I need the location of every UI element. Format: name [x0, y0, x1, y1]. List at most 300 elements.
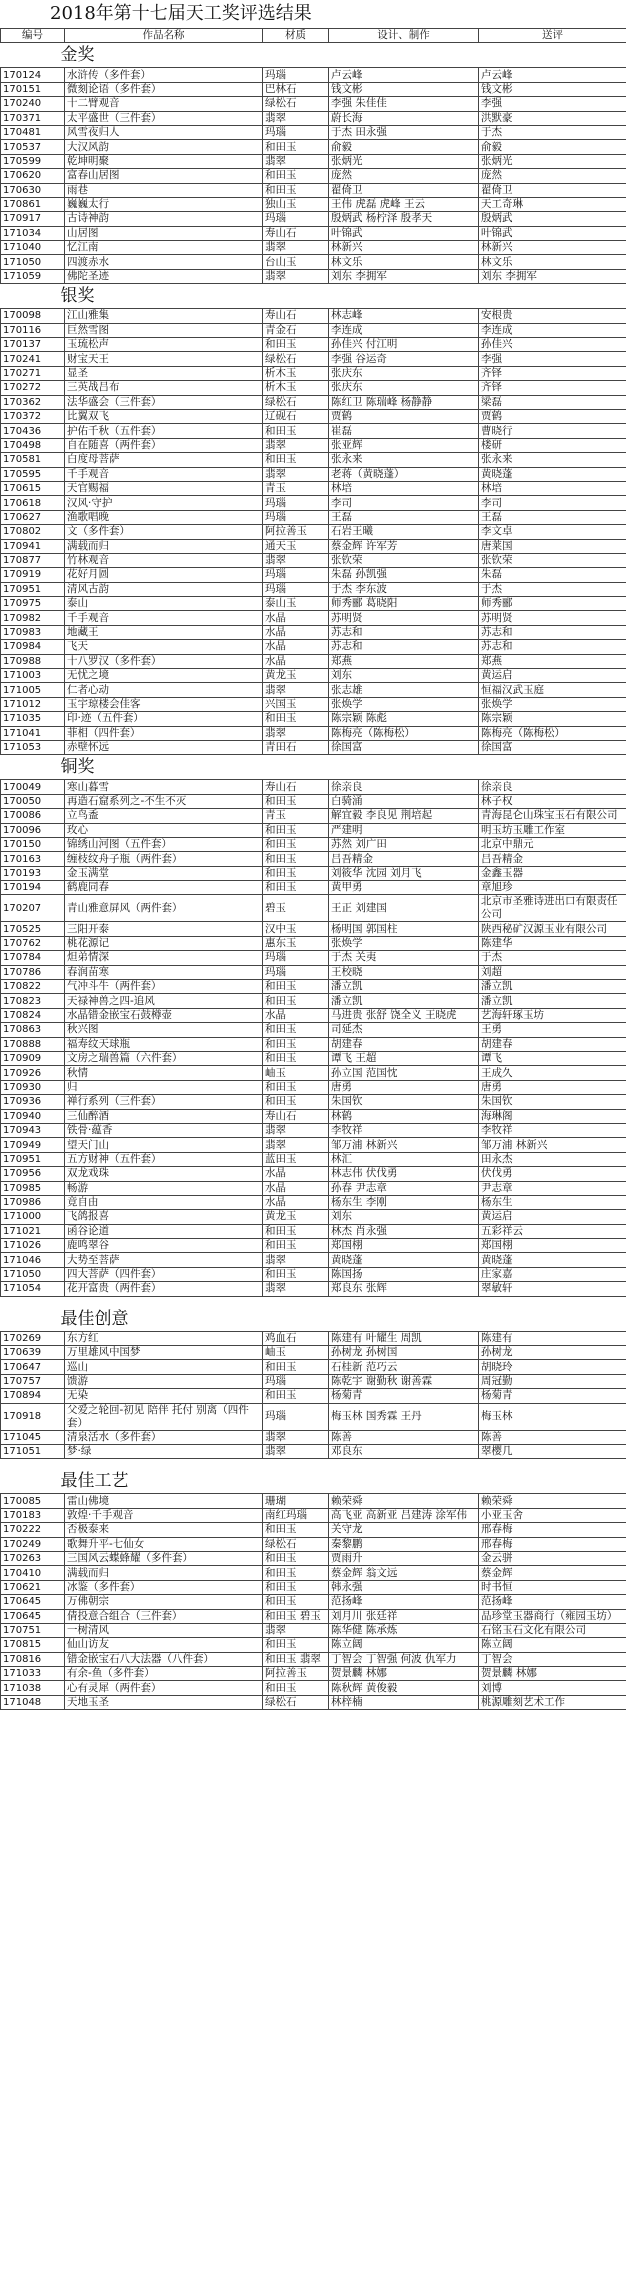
cell-name: 富春山居图 — [65, 169, 263, 183]
col-header-material: 材质 — [263, 29, 329, 43]
cell-material: 绿松石 — [263, 1537, 329, 1551]
cell-name: 菲相（四件套） — [65, 726, 263, 740]
cell-material: 水晶 — [263, 640, 329, 654]
cell-material: 和田玉 — [263, 1523, 329, 1537]
table-row — [1, 1023, 626, 1037]
cell-submitter: 李强 — [479, 352, 626, 366]
cell-submitter: 周冠勤 — [479, 1374, 626, 1388]
cell-name: 玉琉松声 — [65, 338, 263, 352]
cell-material: 和田玉 — [263, 1052, 329, 1066]
table-row — [1, 697, 626, 711]
cell-name: 一树清风 — [65, 1623, 263, 1637]
cell-designer: 严建明 — [329, 823, 479, 837]
cell-designer: 崔磊 — [329, 424, 479, 438]
table-row — [1, 582, 626, 596]
cell-material: 和田玉 碧玉 — [263, 1609, 329, 1623]
cell-designer: 殷炳武 杨柠泽 殷孝天 — [329, 212, 479, 226]
cell-submitter: 唐勇 — [479, 1080, 626, 1094]
cell-id: 170124 — [1, 68, 65, 82]
cell-id: 170816 — [1, 1652, 65, 1666]
cell-material: 鸡血石 — [263, 1331, 329, 1345]
cell-name: 飞鸽报喜 — [65, 1210, 263, 1224]
cell-designer: 刘东 — [329, 669, 479, 683]
cell-designer: 唐勇 — [329, 1080, 479, 1094]
cell-name: 铁骨·蕴香 — [65, 1123, 263, 1137]
cell-designer: 李司 — [329, 496, 479, 510]
cell-id: 171035 — [1, 712, 65, 726]
cell-submitter: 唐莱国 — [479, 539, 626, 553]
cell-name: 锦绣山河图（五件套） — [65, 837, 263, 851]
cell-submitter: 梅玉林 — [479, 1403, 626, 1430]
cell-submitter: 章旭珍 — [479, 881, 626, 895]
cell-name: 水晶错金嵌宝石鼓樽壶 — [65, 1008, 263, 1022]
cell-material: 玛瑙 — [263, 965, 329, 979]
cell-material: 泰山玉 — [263, 597, 329, 611]
cell-designer: 俞毅 — [329, 140, 479, 154]
cell-name: 比翼双飞 — [65, 409, 263, 423]
cell-name: 函谷论道 — [65, 1224, 263, 1238]
cell-designer: 于杰 田永强 — [329, 125, 479, 139]
cell-id: 170815 — [1, 1638, 65, 1652]
table-row — [1, 823, 626, 837]
cell-name: 寒山暮雪 — [65, 780, 263, 794]
cell-name: 金玉满堂 — [65, 866, 263, 880]
cell-id: 171045 — [1, 1430, 65, 1444]
cell-designer: 于杰 李东波 — [329, 582, 479, 596]
cell-id: 171003 — [1, 669, 65, 683]
cell-submitter: 孙树龙 — [479, 1346, 626, 1360]
cell-id: 170481 — [1, 125, 65, 139]
cell-id: 170951 — [1, 1152, 65, 1166]
cell-name: 鹿鸣翠谷 — [65, 1239, 263, 1253]
cell-name: 春润苗寒 — [65, 965, 263, 979]
section-title: 铜奖 — [60, 757, 95, 778]
table-row — [1, 1346, 626, 1360]
cell-material: 翡翠 — [263, 683, 329, 697]
cell-designer: 陈梅亮（陈梅松） — [329, 726, 479, 740]
cell-id: 170222 — [1, 1523, 65, 1537]
cell-material: 蓝田玉 — [263, 1152, 329, 1166]
cell-name: 大汉风韵 — [65, 140, 263, 154]
cell-submitter: 杨东生 — [479, 1195, 626, 1209]
table-row — [1, 352, 626, 366]
table-row — [1, 1210, 626, 1224]
cell-submitter: 苏志和 — [479, 625, 626, 639]
cell-id: 170863 — [1, 1023, 65, 1037]
cell-designer: 杨菊青 — [329, 1389, 479, 1403]
cell-designer: 张焕学 — [329, 697, 479, 711]
cell-submitter: 吕吾精金 — [479, 852, 626, 866]
cell-submitter: 洪默豪 — [479, 111, 626, 125]
table-row — [1, 740, 626, 754]
cell-material: 玛瑙 — [263, 125, 329, 139]
cell-designer: 黄甲勇 — [329, 881, 479, 895]
cell-material: 寿山石 — [263, 309, 329, 323]
table-row — [1, 467, 626, 481]
cell-material: 和田玉 — [263, 823, 329, 837]
cell-designer: 丁智会 丁智强 何波 仇军力 — [329, 1652, 479, 1666]
cell-material: 珊瑚 — [263, 1494, 329, 1508]
cell-material: 水晶 — [263, 1181, 329, 1195]
cell-id: 171005 — [1, 683, 65, 697]
table-row — [1, 1181, 626, 1195]
cell-submitter: 俞毅 — [479, 140, 626, 154]
table-row — [1, 1109, 626, 1123]
cell-name: 敦煌·千手观音 — [65, 1508, 263, 1522]
cell-name: 渔歌唱晚 — [65, 510, 263, 524]
cell-submitter: 张炳光 — [479, 154, 626, 168]
cell-name: 地藏王 — [65, 625, 263, 639]
table-row — [1, 1609, 626, 1623]
cell-designer: 刘东 李拥军 — [329, 269, 479, 283]
cell-name: 忆江南 — [65, 241, 263, 255]
cell-material: 玛瑙 — [263, 568, 329, 582]
cell-material: 和田玉 — [263, 1095, 329, 1109]
table-row — [1, 965, 626, 979]
cell-material: 翡翠 — [263, 241, 329, 255]
cell-submitter: 丁智会 — [479, 1652, 626, 1666]
cell-material: 绿松石 — [263, 352, 329, 366]
cell-submitter: 明玉坊玉雕工作室 — [479, 823, 626, 837]
cell-submitter: 时书恒 — [479, 1580, 626, 1594]
cell-name: 四大菩萨（四件套） — [65, 1267, 263, 1281]
cell-designer: 钱文彬 — [329, 82, 479, 96]
cell-name: 桃花源记 — [65, 936, 263, 950]
cell-material: 翡翠 — [263, 269, 329, 283]
cell-name: 玉宇琼楼会佳客 — [65, 697, 263, 711]
cell-material: 和田玉 — [263, 424, 329, 438]
cell-name: 心有灵犀（两件套） — [65, 1681, 263, 1695]
cell-material: 翡翠 — [263, 1253, 329, 1267]
cell-designer: 林新兴 — [329, 241, 479, 255]
cell-id: 170362 — [1, 395, 65, 409]
cell-material: 台山玉 — [263, 255, 329, 269]
cell-designer: 潘立凯 — [329, 980, 479, 994]
table-row — [1, 852, 626, 866]
cell-submitter: 尹志章 — [479, 1181, 626, 1195]
cell-material: 和田玉 — [263, 866, 329, 880]
cell-submitter: 陈建华 — [479, 936, 626, 950]
cell-material: 玛瑙 — [263, 510, 329, 524]
table-row — [1, 1638, 626, 1652]
cell-id: 170888 — [1, 1037, 65, 1051]
cell-name: 三英战吕布 — [65, 381, 263, 395]
cell-name: 馈游 — [65, 1374, 263, 1388]
cell-material: 汉中玉 — [263, 922, 329, 936]
cell-id: 170436 — [1, 424, 65, 438]
table-row — [1, 597, 626, 611]
cell-id: 170975 — [1, 597, 65, 611]
cell-designer: 郑燕 — [329, 654, 479, 668]
cell-designer: 司延杰 — [329, 1023, 479, 1037]
cell-name: 东方红 — [65, 1331, 263, 1345]
cell-designer: 高飞亚 高新亚 吕建涛 涂军伟 — [329, 1508, 479, 1522]
cell-submitter: 于杰 — [479, 125, 626, 139]
cell-material: 翡翠 — [263, 111, 329, 125]
cell-submitter: 陈宗颖 — [479, 712, 626, 726]
cell-designer: 张庆东 — [329, 366, 479, 380]
cell-submitter: 李司 — [479, 496, 626, 510]
cell-submitter: 朱国钦 — [479, 1095, 626, 1109]
cell-id: 170615 — [1, 481, 65, 495]
cell-id: 170086 — [1, 809, 65, 823]
cell-submitter: 李连成 — [479, 323, 626, 337]
cell-designer: 孙春 尹志章 — [329, 1181, 479, 1195]
cell-material: 和田玉 — [263, 453, 329, 467]
cell-designer: 林志峰 — [329, 309, 479, 323]
cell-designer: 张志雄 — [329, 683, 479, 697]
cell-material: 和田玉 — [263, 1239, 329, 1253]
cell-material: 玛瑙 — [263, 1374, 329, 1388]
table-row — [1, 381, 626, 395]
cell-material: 和田玉 — [263, 338, 329, 352]
section-title: 金奖 — [60, 45, 95, 66]
cell-id: 170271 — [1, 366, 65, 380]
cell-submitter: 艺海轩琢玉坊 — [479, 1008, 626, 1022]
cell-material: 玛瑙 — [263, 212, 329, 226]
cell-id: 170751 — [1, 1623, 65, 1637]
cell-id: 171033 — [1, 1667, 65, 1681]
table-row — [1, 553, 626, 567]
cell-id: 171050 — [1, 1267, 65, 1281]
cell-submitter: 林培 — [479, 481, 626, 495]
cell-name: 大势至菩萨 — [65, 1253, 263, 1267]
cell-designer: 刘筱华 沈园 刘月飞 — [329, 866, 479, 880]
cell-material: 水晶 — [263, 625, 329, 639]
cell-submitter: 李牧祥 — [479, 1123, 626, 1137]
col-header-id: 编号 — [1, 29, 65, 43]
cell-name: 归 — [65, 1080, 263, 1094]
section-heading — [1, 284, 626, 309]
cell-submitter: 桃源雕刻艺术工作 — [479, 1695, 626, 1709]
table-row — [1, 1508, 626, 1522]
cell-name: 鹤鹿同春 — [65, 881, 263, 895]
cell-submitter: 郑燕 — [479, 654, 626, 668]
cell-designer: 邹万浦 林新兴 — [329, 1138, 479, 1152]
cell-name: 法华盛会（三件套） — [65, 395, 263, 409]
cell-submitter: 金鑫玉器 — [479, 866, 626, 880]
cell-id: 170786 — [1, 965, 65, 979]
cell-material: 巴林石 — [263, 82, 329, 96]
cell-id: 170982 — [1, 611, 65, 625]
cell-id: 170639 — [1, 1346, 65, 1360]
cell-designer: 李牧祥 — [329, 1123, 479, 1137]
cell-material: 黄龙玉 — [263, 1210, 329, 1224]
cell-name: 江山雅集 — [65, 309, 263, 323]
cell-submitter: 楼研 — [479, 438, 626, 452]
cell-submitter: 翠敏轩 — [479, 1282, 626, 1296]
cell-submitter: 谭飞 — [479, 1052, 626, 1066]
cell-material: 翡翠 — [263, 1430, 329, 1444]
cell-designer: 潘立凯 — [329, 994, 479, 1008]
cell-id: 170410 — [1, 1566, 65, 1580]
section-heading — [1, 755, 626, 780]
cell-material: 和田玉 — [263, 1638, 329, 1652]
cell-designer: 石桂新 范巧云 — [329, 1360, 479, 1374]
cell-id: 171021 — [1, 1224, 65, 1238]
cell-id: 170909 — [1, 1052, 65, 1066]
cell-submitter: 朱磊 — [479, 568, 626, 582]
cell-designer: 秦黎鹏 — [329, 1537, 479, 1551]
cell-material: 和田玉 — [263, 994, 329, 1008]
cell-designer: 李强 朱佳佳 — [329, 97, 479, 111]
cell-designer: 徐国富 — [329, 740, 479, 754]
cell-id: 170627 — [1, 510, 65, 524]
cell-designer: 赖荣舜 — [329, 1494, 479, 1508]
cell-name: 花好月圆 — [65, 568, 263, 582]
cell-id: 170784 — [1, 951, 65, 965]
table-row — [1, 794, 626, 808]
cell-material: 和田玉 — [263, 1224, 329, 1238]
cell-material: 和田玉 — [263, 881, 329, 895]
cell-name: 白度母菩萨 — [65, 453, 263, 467]
cell-submitter: 曹晓行 — [479, 424, 626, 438]
cell-designer: 韩永强 — [329, 1580, 479, 1594]
cell-submitter: 北京市圣雅诗进出口有限责任公司 — [479, 895, 626, 922]
cell-designer: 蔡金辉 翁文远 — [329, 1566, 479, 1580]
section-gap — [1, 1296, 626, 1307]
cell-id: 170936 — [1, 1095, 65, 1109]
cell-id: 170986 — [1, 1195, 65, 1209]
cell-name: 双龙戏珠 — [65, 1167, 263, 1181]
table-row — [1, 1052, 626, 1066]
cell-submitter: 翟倚卫 — [479, 183, 626, 197]
cell-submitter: 苏明贤 — [479, 611, 626, 625]
cell-designer: 孙佳兴 付江明 — [329, 338, 479, 352]
table-row — [1, 1494, 626, 1508]
cell-submitter: 品珍堂玉器商行（雍园玉坊） — [479, 1609, 626, 1623]
cell-designer: 林梓楠 — [329, 1695, 479, 1709]
table-row — [1, 712, 626, 726]
cell-id: 170581 — [1, 453, 65, 467]
cell-name: 风雪夜归人 — [65, 125, 263, 139]
cell-submitter: 金云骈 — [479, 1551, 626, 1565]
cell-id: 170137 — [1, 338, 65, 352]
cell-designer: 谭飞 王超 — [329, 1052, 479, 1066]
table-row — [1, 1331, 626, 1345]
table-row — [1, 323, 626, 337]
cell-id: 170151 — [1, 82, 65, 96]
cell-id: 170618 — [1, 496, 65, 510]
cell-id: 170757 — [1, 1374, 65, 1388]
cell-designer: 张亚辉 — [329, 438, 479, 452]
cell-id: 171012 — [1, 697, 65, 711]
cell-designer: 林汇 — [329, 1152, 479, 1166]
cell-submitter: 齐铎 — [479, 366, 626, 380]
table-row — [1, 640, 626, 654]
table-row — [1, 395, 626, 409]
cell-id: 171046 — [1, 1253, 65, 1267]
cell-designer: 陈红卫 陈瑞峰 杨静静 — [329, 395, 479, 409]
table-row — [1, 625, 626, 639]
table-row — [1, 409, 626, 423]
cell-material: 绿松石 — [263, 1695, 329, 1709]
cell-submitter: 邢春梅 — [479, 1537, 626, 1551]
cell-material: 碧玉 — [263, 895, 329, 922]
cell-name: 佛陀圣迹 — [65, 269, 263, 283]
cell-name: 青山雅意屏风（两件套） — [65, 895, 263, 922]
cell-id: 170943 — [1, 1123, 65, 1137]
cell-material: 寿山石 — [263, 780, 329, 794]
cell-designer: 师秀郦 葛晓阳 — [329, 597, 479, 611]
cell-id: 170956 — [1, 1167, 65, 1181]
cell-submitter: 王成久 — [479, 1066, 626, 1080]
cell-designer: 林培 — [329, 481, 479, 495]
table-row — [1, 1138, 626, 1152]
cell-id: 170525 — [1, 922, 65, 936]
cell-submitter: 田永杰 — [479, 1152, 626, 1166]
cell-material: 水晶 — [263, 1008, 329, 1022]
table-row — [1, 980, 626, 994]
cell-name: 财宝天王 — [65, 352, 263, 366]
cell-name: 炟弟情深 — [65, 951, 263, 965]
table-row — [1, 922, 626, 936]
cell-id: 170240 — [1, 97, 65, 111]
cell-material: 和田玉 翡翠 — [263, 1652, 329, 1666]
cell-designer: 陈乾宇 谢勤秋 谢善霖 — [329, 1374, 479, 1388]
cell-name: 无忧之境 — [65, 669, 263, 683]
cell-material: 翡翠 — [263, 467, 329, 481]
cell-submitter: 伏伐勇 — [479, 1167, 626, 1181]
cell-id: 171038 — [1, 1681, 65, 1695]
table-row — [1, 866, 626, 880]
cell-material: 和田玉 — [263, 1595, 329, 1609]
cell-designer: 蔚长海 — [329, 111, 479, 125]
cell-submitter: 于杰 — [479, 951, 626, 965]
cell-designer: 贺景麟 林娜 — [329, 1667, 479, 1681]
cell-name: 飞天 — [65, 640, 263, 654]
cell-id: 170150 — [1, 837, 65, 851]
cell-submitter: 潘立凯 — [479, 994, 626, 1008]
cell-designer: 庞然 — [329, 169, 479, 183]
cell-id: 170824 — [1, 1008, 65, 1022]
cell-designer: 老蒋（黄晓蓬） — [329, 467, 479, 481]
cell-name: 三国风云蝶蜂耀（多件套） — [65, 1551, 263, 1565]
cell-id: 170926 — [1, 1066, 65, 1080]
cell-id: 170822 — [1, 980, 65, 994]
table-row — [1, 1430, 626, 1444]
cell-name: 十八罗汉（多件套） — [65, 654, 263, 668]
cell-name: 文房之瑞兽篇（六件套） — [65, 1052, 263, 1066]
table-row — [1, 82, 626, 96]
cell-designer: 蔡金辉 许军芳 — [329, 539, 479, 553]
cell-designer: 陈善 — [329, 1430, 479, 1444]
cell-material: 玛瑙 — [263, 582, 329, 596]
section-heading — [1, 43, 626, 68]
cell-name: 秋情 — [65, 1066, 263, 1080]
cell-material: 和田玉 — [263, 1580, 329, 1594]
cell-name: 满载而归 — [65, 539, 263, 553]
cell-submitter: 王磊 — [479, 510, 626, 524]
table-row — [1, 809, 626, 823]
table-row — [1, 1444, 626, 1458]
cell-material: 翡翠 — [263, 1123, 329, 1137]
cell-material: 寿山石 — [263, 1109, 329, 1123]
cell-name: 万佛朝宗 — [65, 1595, 263, 1609]
cell-designer: 范扬峰 — [329, 1595, 479, 1609]
cell-designer: 王正 刘建国 — [329, 895, 479, 922]
cell-id: 170372 — [1, 409, 65, 423]
cell-name: 乾坤明聚 — [65, 154, 263, 168]
cell-submitter: 赖荣舜 — [479, 1494, 626, 1508]
section-title: 银奖 — [60, 286, 95, 307]
cell-name: 天禄神兽之四-追风 — [65, 994, 263, 1008]
cell-material: 青玉 — [263, 809, 329, 823]
cell-designer: 关守龙 — [329, 1523, 479, 1537]
table-row — [1, 669, 626, 683]
cell-name: 畅游 — [65, 1181, 263, 1195]
cell-material: 和田玉 — [263, 1037, 329, 1051]
